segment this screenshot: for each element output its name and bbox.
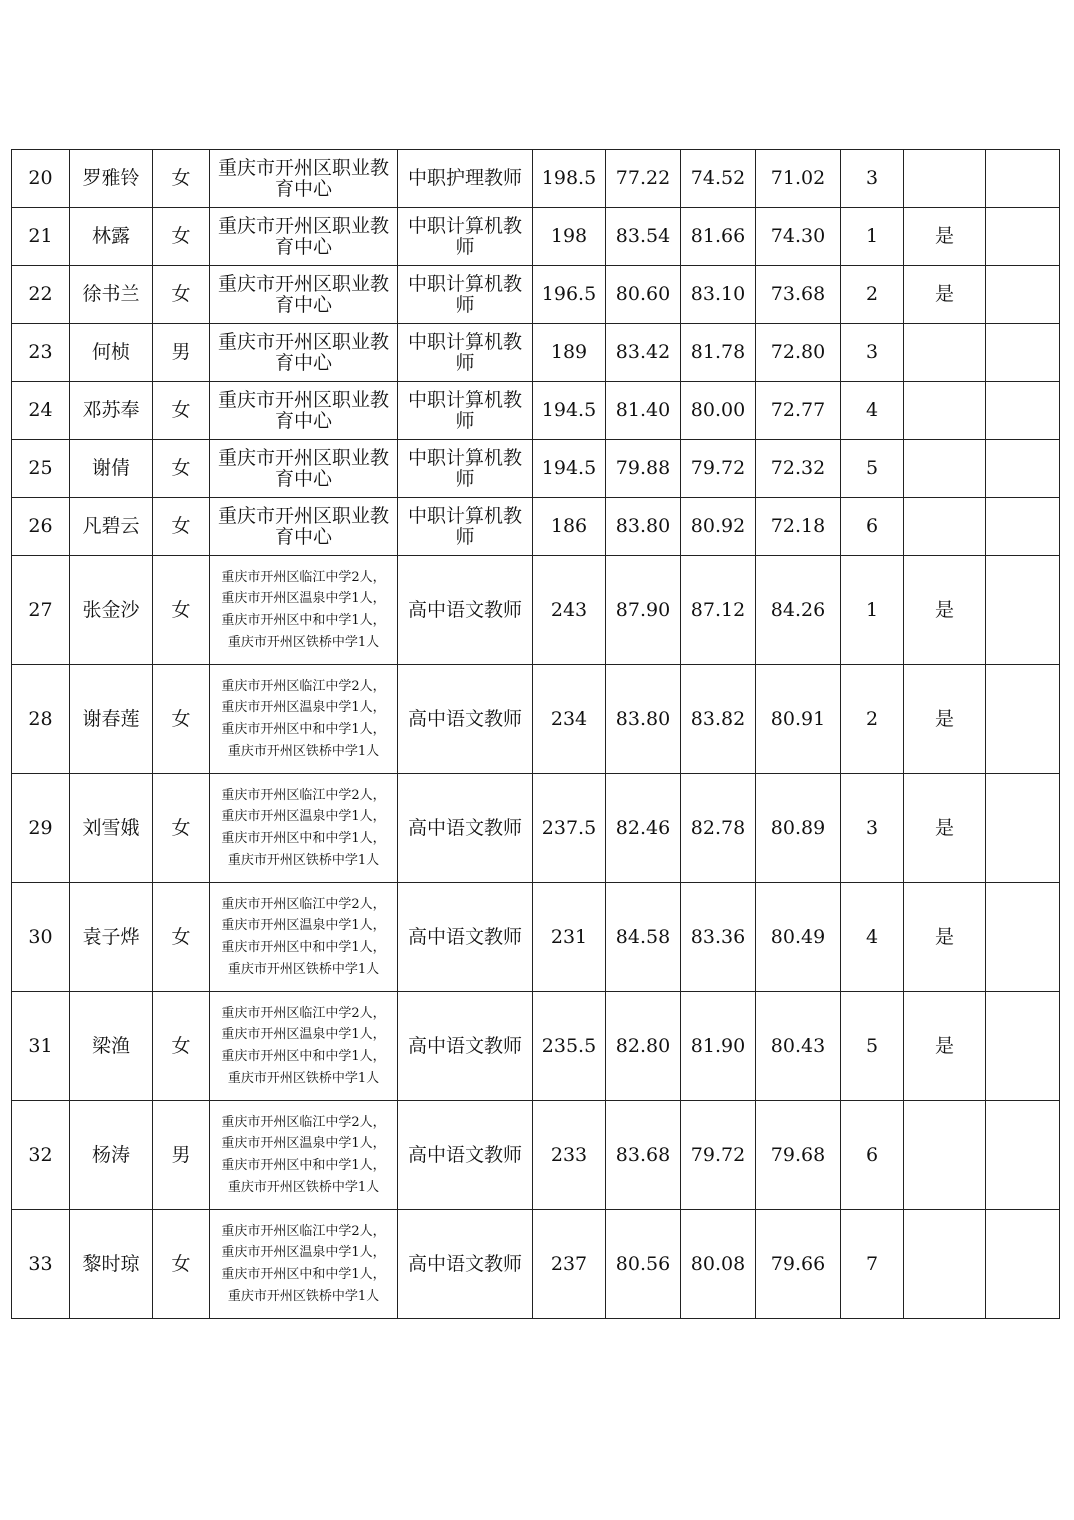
cell-rank: 1 xyxy=(841,208,904,266)
cell-note xyxy=(986,1210,1060,1319)
cell-interview-score: 83.68 xyxy=(606,1101,681,1210)
table-body xyxy=(12,150,1060,1319)
cell-written-score: 234 xyxy=(533,665,606,774)
cell-total-score: 72.18 xyxy=(756,498,841,556)
cell-total-score: 80.43 xyxy=(756,992,841,1101)
cell-interview-score: 81.40 xyxy=(606,382,681,440)
cell-interview-score: 87.90 xyxy=(606,556,681,665)
cell-total-score: 79.68 xyxy=(756,1101,841,1210)
cell-written-score: 196.5 xyxy=(533,266,606,324)
cell-number: 28 xyxy=(12,665,70,774)
cell-unit: 重庆市开州区职业教育中心 xyxy=(210,266,398,324)
cell-post: 高中语文教师 xyxy=(398,556,533,665)
cell-note xyxy=(986,992,1060,1101)
cell-gender: 男 xyxy=(153,1101,210,1210)
cell-written-score: 198 xyxy=(533,208,606,266)
cell-gender: 女 xyxy=(153,498,210,556)
cell-gender: 女 xyxy=(153,992,210,1101)
cell-interview-score: 80.56 xyxy=(606,1210,681,1319)
cell-rank: 7 xyxy=(841,1210,904,1319)
cell-note xyxy=(986,774,1060,883)
cell-note xyxy=(986,665,1060,774)
cell-unit: 重庆市开州区临江中学2人，重庆市开州区温泉中学1人，重庆市开州区中和中学1人，重庆市开州区铁桥中学1人 xyxy=(210,556,398,665)
cell-number: 31 xyxy=(12,992,70,1101)
cell-written-score: 198.5 xyxy=(533,150,606,208)
cell-gender: 女 xyxy=(153,208,210,266)
cell-skill-score: 81.66 xyxy=(681,208,756,266)
cell-name: 凡碧云 xyxy=(70,498,153,556)
table-row xyxy=(12,1101,1060,1210)
cell-skill-score: 80.08 xyxy=(681,1210,756,1319)
cell-unit: 重庆市开州区临江中学2人，重庆市开州区温泉中学1人，重庆市开州区中和中学1人，重庆市开州区铁桥中学1人 xyxy=(210,774,398,883)
cell-post: 高中语文教师 xyxy=(398,883,533,992)
cell-physical-exam xyxy=(904,150,986,208)
cell-skill-score: 79.72 xyxy=(681,1101,756,1210)
cell-number: 25 xyxy=(12,440,70,498)
cell-rank: 4 xyxy=(841,883,904,992)
table-row xyxy=(12,774,1060,883)
cell-rank: 3 xyxy=(841,324,904,382)
cell-skill-score: 82.78 xyxy=(681,774,756,883)
cell-written-score: 235.5 xyxy=(533,992,606,1101)
cell-unit: 重庆市开州区临江中学2人，重庆市开州区温泉中学1人，重庆市开州区中和中学1人，重庆市开州区铁桥中学1人 xyxy=(210,1210,398,1319)
cell-note xyxy=(986,266,1060,324)
cell-gender: 女 xyxy=(153,1210,210,1319)
cell-gender: 女 xyxy=(153,556,210,665)
cell-gender: 女 xyxy=(153,266,210,324)
cell-name: 黎时琼 xyxy=(70,1210,153,1319)
cell-post: 高中语文教师 xyxy=(398,1101,533,1210)
cell-name: 何桢 xyxy=(70,324,153,382)
cell-post: 中职计算机教师 xyxy=(398,266,533,324)
cell-physical-exam: 是 xyxy=(904,883,986,992)
cell-rank: 5 xyxy=(841,992,904,1101)
cell-interview-score: 83.42 xyxy=(606,324,681,382)
cell-name: 梁渔 xyxy=(70,992,153,1101)
cell-total-score: 72.80 xyxy=(756,324,841,382)
table-row xyxy=(12,665,1060,774)
cell-unit: 重庆市开州区职业教育中心 xyxy=(210,498,398,556)
cell-physical-exam: 是 xyxy=(904,556,986,665)
cell-written-score: 237 xyxy=(533,1210,606,1319)
cell-name: 张金沙 xyxy=(70,556,153,665)
cell-skill-score: 79.72 xyxy=(681,440,756,498)
cell-unit: 重庆市开州区临江中学2人，重庆市开州区温泉中学1人，重庆市开州区中和中学1人，重庆市开州区铁桥中学1人 xyxy=(210,665,398,774)
cell-rank: 6 xyxy=(841,498,904,556)
cell-skill-score: 87.12 xyxy=(681,556,756,665)
cell-physical-exam xyxy=(904,382,986,440)
cell-physical-exam xyxy=(904,324,986,382)
table-row xyxy=(12,498,1060,556)
cell-physical-exam: 是 xyxy=(904,774,986,883)
cell-post: 高中语文教师 xyxy=(398,774,533,883)
cell-written-score: 189 xyxy=(533,324,606,382)
cell-physical-exam xyxy=(904,440,986,498)
table-row xyxy=(12,266,1060,324)
cell-skill-score: 83.36 xyxy=(681,883,756,992)
cell-name: 刘雪娥 xyxy=(70,774,153,883)
table-row xyxy=(12,150,1060,208)
cell-note xyxy=(986,208,1060,266)
cell-rank: 4 xyxy=(841,382,904,440)
results-table xyxy=(11,149,1060,1319)
cell-name: 罗雅铃 xyxy=(70,150,153,208)
cell-note xyxy=(986,440,1060,498)
cell-number: 24 xyxy=(12,382,70,440)
cell-post: 中职计算机教师 xyxy=(398,208,533,266)
cell-interview-score: 82.80 xyxy=(606,992,681,1101)
cell-written-score: 237.5 xyxy=(533,774,606,883)
cell-number: 33 xyxy=(12,1210,70,1319)
cell-skill-score: 81.90 xyxy=(681,992,756,1101)
cell-written-score: 194.5 xyxy=(533,382,606,440)
cell-gender: 女 xyxy=(153,774,210,883)
cell-unit: 重庆市开州区职业教育中心 xyxy=(210,440,398,498)
cell-post: 高中语文教师 xyxy=(398,992,533,1101)
cell-note xyxy=(986,883,1060,992)
cell-physical-exam xyxy=(904,1101,986,1210)
cell-physical-exam: 是 xyxy=(904,266,986,324)
cell-number: 23 xyxy=(12,324,70,382)
cell-total-score: 73.68 xyxy=(756,266,841,324)
cell-note xyxy=(986,498,1060,556)
cell-interview-score: 82.46 xyxy=(606,774,681,883)
cell-physical-exam: 是 xyxy=(904,992,986,1101)
cell-total-score: 80.91 xyxy=(756,665,841,774)
cell-note xyxy=(986,324,1060,382)
cell-rank: 2 xyxy=(841,266,904,324)
cell-post: 中职计算机教师 xyxy=(398,324,533,382)
cell-name: 杨涛 xyxy=(70,1101,153,1210)
cell-note xyxy=(986,150,1060,208)
cell-total-score: 74.30 xyxy=(756,208,841,266)
cell-rank: 3 xyxy=(841,774,904,883)
cell-note xyxy=(986,1101,1060,1210)
table-row xyxy=(12,324,1060,382)
table-row xyxy=(12,382,1060,440)
cell-total-score: 80.89 xyxy=(756,774,841,883)
cell-gender: 女 xyxy=(153,382,210,440)
cell-gender: 女 xyxy=(153,665,210,774)
cell-gender: 女 xyxy=(153,150,210,208)
table-row xyxy=(12,883,1060,992)
cell-skill-score: 81.78 xyxy=(681,324,756,382)
cell-total-score: 80.49 xyxy=(756,883,841,992)
cell-rank: 2 xyxy=(841,665,904,774)
cell-interview-score: 84.58 xyxy=(606,883,681,992)
cell-name: 徐书兰 xyxy=(70,266,153,324)
cell-rank: 6 xyxy=(841,1101,904,1210)
cell-name: 林露 xyxy=(70,208,153,266)
cell-skill-score: 80.00 xyxy=(681,382,756,440)
cell-total-score: 72.77 xyxy=(756,382,841,440)
cell-name: 袁子烨 xyxy=(70,883,153,992)
cell-gender: 女 xyxy=(153,883,210,992)
cell-unit: 重庆市开州区职业教育中心 xyxy=(210,382,398,440)
cell-skill-score: 74.52 xyxy=(681,150,756,208)
cell-interview-score: 83.54 xyxy=(606,208,681,266)
cell-post: 高中语文教师 xyxy=(398,1210,533,1319)
cell-rank: 1 xyxy=(841,556,904,665)
cell-total-score: 79.66 xyxy=(756,1210,841,1319)
table-row xyxy=(12,1210,1060,1319)
cell-rank: 5 xyxy=(841,440,904,498)
cell-total-score: 71.02 xyxy=(756,150,841,208)
cell-number: 20 xyxy=(12,150,70,208)
table-row xyxy=(12,440,1060,498)
cell-gender: 女 xyxy=(153,440,210,498)
cell-skill-score: 83.10 xyxy=(681,266,756,324)
cell-total-score: 84.26 xyxy=(756,556,841,665)
table-row xyxy=(12,556,1060,665)
cell-unit: 重庆市开州区临江中学2人，重庆市开州区温泉中学1人，重庆市开州区中和中学1人，重庆市开州区铁桥中学1人 xyxy=(210,1101,398,1210)
cell-interview-score: 79.88 xyxy=(606,440,681,498)
cell-unit: 重庆市开州区职业教育中心 xyxy=(210,324,398,382)
cell-interview-score: 83.80 xyxy=(606,498,681,556)
cell-skill-score: 83.82 xyxy=(681,665,756,774)
cell-number: 26 xyxy=(12,498,70,556)
cell-unit: 重庆市开州区职业教育中心 xyxy=(210,208,398,266)
cell-post: 中职计算机教师 xyxy=(398,498,533,556)
cell-written-score: 194.5 xyxy=(533,440,606,498)
cell-interview-score: 80.60 xyxy=(606,266,681,324)
cell-interview-score: 83.80 xyxy=(606,665,681,774)
cell-physical-exam: 是 xyxy=(904,208,986,266)
cell-skill-score: 80.92 xyxy=(681,498,756,556)
cell-note xyxy=(986,556,1060,665)
cell-number: 29 xyxy=(12,774,70,883)
cell-physical-exam: 是 xyxy=(904,665,986,774)
cell-number: 27 xyxy=(12,556,70,665)
cell-written-score: 186 xyxy=(533,498,606,556)
cell-note xyxy=(986,382,1060,440)
cell-written-score: 233 xyxy=(533,1101,606,1210)
cell-number: 21 xyxy=(12,208,70,266)
cell-rank: 3 xyxy=(841,150,904,208)
cell-unit: 重庆市开州区职业教育中心 xyxy=(210,150,398,208)
cell-written-score: 243 xyxy=(533,556,606,665)
cell-physical-exam xyxy=(904,498,986,556)
cell-unit: 重庆市开州区临江中学2人，重庆市开州区温泉中学1人，重庆市开州区中和中学1人，重庆市开州区铁桥中学1人 xyxy=(210,992,398,1101)
cell-number: 30 xyxy=(12,883,70,992)
cell-name: 邓苏奉 xyxy=(70,382,153,440)
cell-name: 谢倩 xyxy=(70,440,153,498)
cell-written-score: 231 xyxy=(533,883,606,992)
cell-unit: 重庆市开州区临江中学2人，重庆市开州区温泉中学1人，重庆市开州区中和中学1人，重庆市开州区铁桥中学1人 xyxy=(210,883,398,992)
cell-gender: 男 xyxy=(153,324,210,382)
cell-post: 中职计算机教师 xyxy=(398,440,533,498)
cell-physical-exam xyxy=(904,1210,986,1319)
table-row xyxy=(12,208,1060,266)
cell-number: 32 xyxy=(12,1101,70,1210)
cell-name: 谢春莲 xyxy=(70,665,153,774)
table-row xyxy=(12,992,1060,1101)
cell-post: 高中语文教师 xyxy=(398,665,533,774)
cell-interview-score: 77.22 xyxy=(606,150,681,208)
cell-post: 中职计算机教师 xyxy=(398,382,533,440)
cell-post: 中职护理教师 xyxy=(398,150,533,208)
cell-total-score: 72.32 xyxy=(756,440,841,498)
cell-number: 22 xyxy=(12,266,70,324)
